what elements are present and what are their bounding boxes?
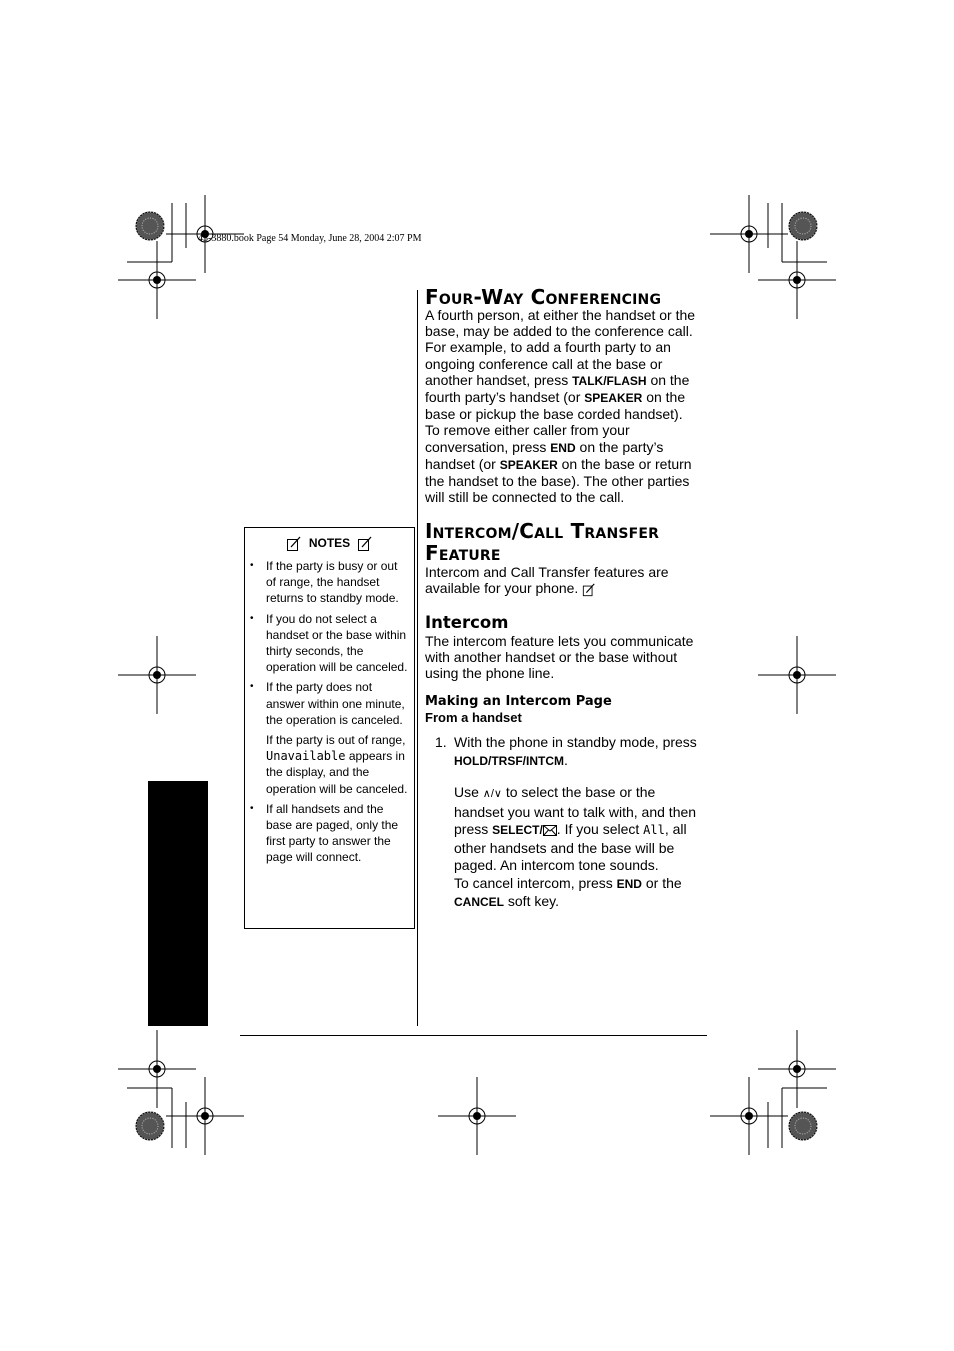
crosshair-bottom-right-2 xyxy=(758,1030,836,1108)
paragraph: With the phone in standby mode, press HOLD/TRSF/INTCM. xyxy=(454,734,697,768)
crosshair-bottom-center xyxy=(438,1077,516,1155)
heading-four-way-conferencing: Four-Way Conferencing xyxy=(425,285,662,309)
intercom-body: The intercom feature lets you communicate with another handset or the base without using the phone line. xyxy=(425,633,694,682)
crosshair-mid-right xyxy=(758,636,836,714)
up-down-arrow-icon: ∧/∨ xyxy=(482,788,502,800)
lcd-text: All xyxy=(643,823,665,837)
lcd-text: Unavailable xyxy=(266,749,346,764)
notes-box xyxy=(244,527,415,929)
key-label: HOLD/TRSF/INTCM xyxy=(454,753,564,768)
note-item: • If the party is busy or out of range, the handset returns to standby mode. xyxy=(245,558,414,607)
paragraph: Use ∧/∨ to select the base or the handset you want to talk with, and then press SELECT/ . If you select All, all other handsets and the base will be paged. An intercom tone sounds. xyxy=(454,784,697,873)
sunburst-top-right xyxy=(789,212,817,240)
heading-making-intercom-page: Making an Intercom Page xyxy=(425,694,612,709)
note-item: • If you do not select a handset or the base within thirty seconds, the operation will be canceled. xyxy=(245,611,414,676)
intercom-transfer-intro: Intercom and Call Transfer features are available for your phone. xyxy=(425,564,669,597)
subheading-from-handset: From a handset xyxy=(425,710,522,725)
paragraph: To remove either caller from your conversation, press END on the party’s handset (or SPEAKER on the base or return the handset to the base). The other parties will still be connected to the call. xyxy=(425,422,692,506)
note-pencil-icon xyxy=(286,536,302,552)
paragraph: A fourth person, at either the handset or the base, may be added to the conference call. For example, to add a fourth party to an ongoing conference call at the base or another handset, press TALK/FLASH on the fourth party’s handset (or SPEAKER on the base or pickup the base corded handset). xyxy=(425,307,696,423)
notes-title: NOTES xyxy=(308,536,351,551)
crosshair-top-right-2 xyxy=(758,241,836,319)
crosshair-top-right-1 xyxy=(710,195,788,273)
key-label: SPEAKER xyxy=(499,457,558,472)
step-body xyxy=(454,734,707,912)
key-label: SPEAKER xyxy=(584,391,643,406)
print-header: 43-3880.book Page 54 Monday, June 28, 2004 2:07 PM xyxy=(198,233,422,244)
key-label: SELECT/ xyxy=(492,823,543,837)
sunburst-top-left xyxy=(136,212,164,240)
sunburst-bottom-left xyxy=(136,1112,164,1140)
crosshair-bottom-left-2 xyxy=(166,1077,244,1155)
note-pencil-icon xyxy=(582,583,596,597)
note-item: • If all handsets and the base are paged, only the first party to answer the page will connect. xyxy=(245,801,414,866)
four-way-body xyxy=(425,307,707,505)
side-tab xyxy=(148,781,208,1026)
key-label: END xyxy=(550,440,576,455)
key-label: CANCEL xyxy=(454,895,504,909)
footer-rule xyxy=(240,1035,707,1036)
paragraph: To cancel intercom, press END or the CANCEL soft key. xyxy=(454,874,682,909)
note-item-continued: If the party is out of range, Unavailable appears in the display, and the operation will be canceled. xyxy=(266,733,408,796)
crosshair-top-left-2 xyxy=(118,241,196,319)
notes-list xyxy=(245,558,414,866)
column-divider xyxy=(417,290,418,1026)
crosshair-mid-left xyxy=(118,636,196,714)
crosshair-bottom-right-1 xyxy=(710,1077,788,1155)
step-number: 1. xyxy=(435,734,447,750)
key-label: TALK/FLASH xyxy=(572,373,647,388)
envelope-icon xyxy=(543,825,557,836)
crosshair-bottom-left-1 xyxy=(118,1030,196,1108)
key-label: END xyxy=(616,876,642,891)
heading-intercom-call-transfer: Intercom/Call Transfer Feature xyxy=(425,519,660,565)
sunburst-bottom-right xyxy=(789,1112,817,1140)
note-pencil-icon xyxy=(357,536,373,552)
notes-header xyxy=(245,536,414,554)
note-item: • If the party does not answer within one minute, the operation is canceled. xyxy=(245,679,414,728)
heading-intercom: Intercom xyxy=(425,613,509,632)
